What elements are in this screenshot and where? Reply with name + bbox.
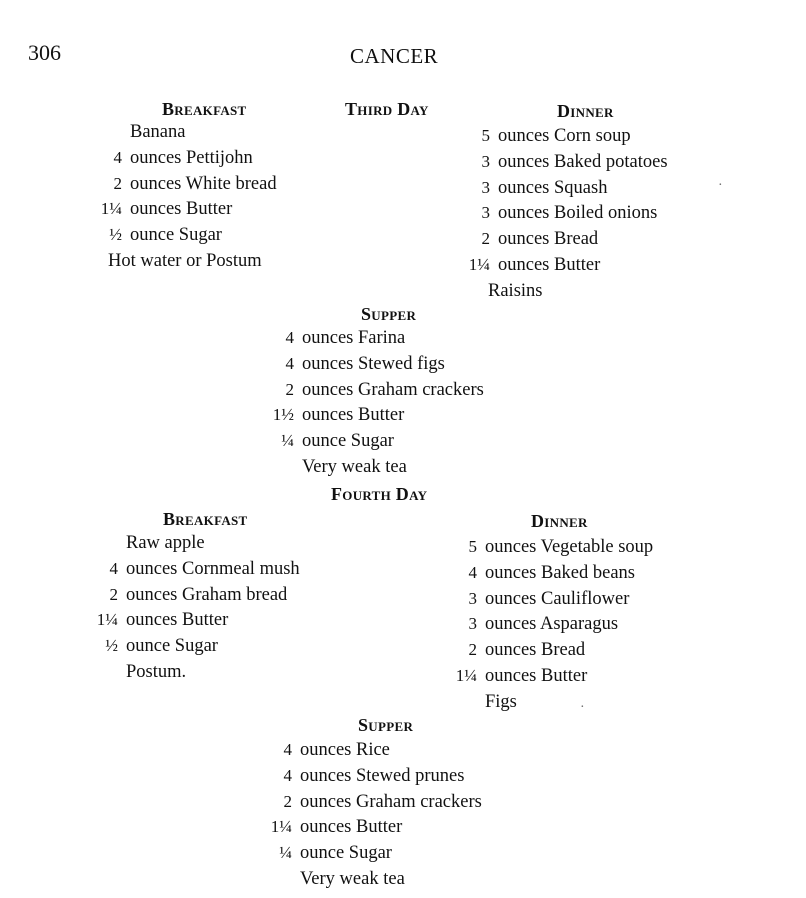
menu-item	[283, 740, 390, 760]
menu-item-quantity: 5	[481, 126, 490, 145]
menu-item-quantity: 4	[285, 328, 294, 347]
third-day-title: Third Day	[345, 99, 429, 119]
menu-item	[109, 584, 288, 605]
menu-item-quantity: 3	[481, 203, 490, 223]
menu-item	[468, 537, 654, 557]
menu-item	[481, 177, 608, 198]
menu-item	[468, 614, 619, 635]
menu-item	[468, 588, 630, 609]
menu-item	[109, 225, 222, 246]
menu-item-text: ounces Baked beans	[485, 562, 636, 583]
menu-item-text: ounces Vegetable soup	[485, 537, 654, 557]
menu-item-quantity: 1¼	[455, 666, 477, 685]
menu-item-text: ounces Stewed prunes	[300, 765, 465, 786]
menu-item-text: Very weak tea	[302, 457, 407, 477]
menu-item-text: ounces Graham bread	[126, 584, 288, 605]
menu-item-text: ounces Cauliflower	[485, 588, 630, 609]
scan-speck: ·	[580, 700, 585, 715]
menu-item-quantity: 2	[113, 173, 122, 193]
menu-item-text: ounces Baked potatoes	[498, 151, 668, 172]
menu-item-quantity: 4	[283, 765, 292, 785]
menu-item-text: ounces Butter	[126, 610, 229, 631]
menu-item	[130, 122, 185, 142]
menu-item-text: Raw apple	[126, 533, 205, 553]
menu-item	[285, 328, 406, 348]
menu-item-text: Very weak tea	[300, 869, 405, 889]
menu-item-quantity: 1¼	[270, 817, 292, 837]
menu-item	[283, 791, 482, 812]
menu-item-text: ounces Butter	[498, 255, 601, 275]
menu-item-quantity: ¼	[279, 843, 292, 863]
menu-item-text: Postum.	[126, 662, 187, 682]
menu-item	[481, 203, 658, 224]
menu-item-quantity: 4	[113, 147, 122, 167]
menu-item-quantity: 2	[285, 379, 294, 399]
menu-item-quantity: 3	[468, 588, 477, 608]
menu-item-quantity: 2	[109, 584, 118, 604]
menu-item	[455, 666, 588, 686]
menu-item	[488, 281, 542, 301]
menu-item-text: Raisins	[488, 280, 543, 301]
menu-item-quantity: 1½	[272, 405, 294, 425]
menu-item	[279, 843, 392, 864]
menu-item-text: ounces Graham crackers	[300, 791, 482, 812]
menu-item-text: ounces White bread	[130, 173, 277, 194]
menu-item-text: ounces Graham crackers	[302, 379, 484, 400]
menu-item	[302, 457, 407, 477]
menu-item-text: ounces Corn soup	[498, 126, 631, 146]
third-day-dinner-heading: Dinner	[557, 101, 614, 121]
menu-item-text: ounces Bread	[498, 229, 599, 250]
menu-item-text: ounces Butter	[485, 666, 588, 686]
menu-item-quantity: 4	[468, 562, 477, 582]
menu-item-quantity: 3	[481, 177, 490, 197]
menu-item-quantity: 4	[283, 740, 292, 759]
menu-item-text: ounces Pettijohn	[130, 147, 253, 168]
menu-item-text: ounces Butter	[302, 405, 405, 426]
scan-speck: ·	[718, 178, 723, 193]
menu-item-quantity: 1¼	[468, 255, 490, 274]
menu-item	[468, 562, 636, 583]
running-head: CANCER	[350, 44, 439, 68]
menu-item	[113, 147, 253, 168]
menu-item-quantity: 4	[109, 558, 118, 578]
menu-item	[283, 765, 465, 786]
menu-item	[481, 229, 599, 250]
fourth-day-dinner-heading: Dinner	[531, 511, 588, 531]
menu-item-quantity: 5	[468, 537, 477, 556]
menu-item	[113, 173, 277, 194]
menu-item-quantity: 2	[283, 791, 292, 811]
menu-item-quantity: ½	[105, 636, 118, 656]
menu-item	[468, 255, 601, 275]
third-day-supper-heading: Supper	[361, 304, 417, 324]
menu-item-text: ounces Rice	[300, 740, 390, 760]
menu-item	[105, 636, 218, 657]
menu-item-text: ounces Stewed figs	[302, 353, 445, 374]
fourth-day-supper-heading: Supper	[358, 715, 414, 735]
menu-item	[126, 533, 205, 553]
menu-item	[126, 662, 186, 682]
menu-item-text: ounce Sugar	[126, 636, 218, 657]
menu-item-text: ounce Sugar	[300, 843, 392, 864]
menu-item-text: ounces Farina	[302, 328, 406, 348]
menu-item	[481, 126, 631, 146]
menu-item	[285, 379, 484, 400]
menu-item	[108, 251, 262, 271]
menu-item-text: ounces Asparagus	[485, 614, 619, 635]
fourth-day-breakfast-heading: Breakfast	[163, 509, 248, 529]
menu-item	[281, 431, 394, 452]
menu-item	[300, 869, 405, 889]
menu-item-quantity: 4	[285, 353, 294, 373]
menu-item	[485, 692, 517, 712]
menu-item-quantity: 3	[468, 614, 477, 634]
menu-item-text: Figs	[485, 691, 517, 712]
menu-item-quantity: 2	[468, 640, 477, 660]
menu-item	[481, 151, 668, 172]
menu-item-text: ounces Cornmeal mush	[126, 558, 300, 579]
third-day-breakfast-heading: Breakfast	[162, 99, 247, 119]
menu-item-text: Hot water or Postum	[108, 251, 262, 271]
fourth-day-title: Fourth Day	[331, 484, 428, 504]
menu-item-quantity: 3	[481, 151, 490, 171]
menu-item-text: ounces Bread	[485, 640, 586, 661]
menu-item-quantity: 1¼	[100, 199, 122, 219]
menu-item	[285, 353, 445, 374]
menu-item	[109, 558, 300, 579]
menu-item-quantity: ¼	[281, 431, 294, 451]
menu-item	[100, 199, 233, 220]
menu-item-text: ounces Butter	[300, 817, 403, 838]
menu-item-text: ounces Boiled onions	[498, 203, 658, 224]
menu-item	[96, 610, 229, 631]
menu-item-text: Banana	[130, 122, 186, 142]
menu-item-quantity: ½	[109, 225, 122, 245]
menu-item-text: ounce Sugar	[130, 225, 222, 246]
menu-item-text: ounce Sugar	[302, 431, 394, 452]
menu-item	[272, 405, 405, 426]
page-number: 306	[28, 40, 61, 65]
menu-item-quantity: 1¼	[96, 610, 118, 630]
menu-item-text: ounces Squash	[498, 177, 608, 198]
menu-item	[270, 817, 403, 838]
menu-item-text: ounces Butter	[130, 199, 233, 220]
menu-item	[468, 640, 586, 661]
menu-item-quantity: 2	[481, 229, 490, 249]
